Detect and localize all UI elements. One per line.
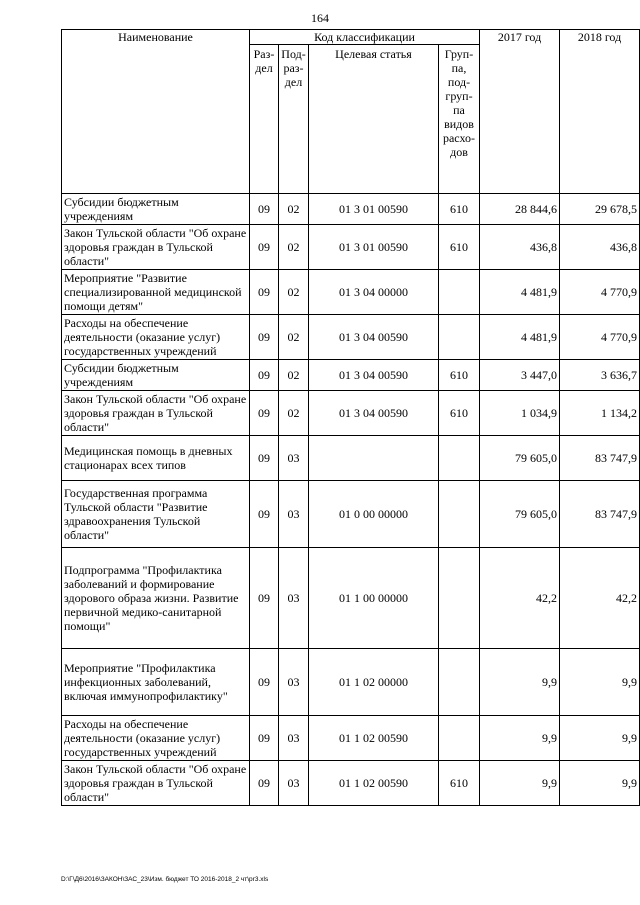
header-classification: Код классификации [250, 30, 480, 45]
row-subsection: 03 [279, 548, 309, 649]
row-value-2017: 42,2 [480, 548, 560, 649]
row-target-article: 01 3 04 00590 [309, 315, 439, 360]
row-value-2018: 1 134,2 [560, 391, 640, 436]
table-header [62, 30, 640, 194]
row-value-2017: 79 605,0 [480, 436, 560, 481]
row-section: 09 [250, 194, 279, 225]
row-target-article: 01 0 00 00000 [309, 481, 439, 548]
table-row [62, 225, 640, 270]
header-2017: 2017 год [480, 30, 560, 194]
row-expense-group: 610 [439, 360, 480, 391]
row-target-article: 01 3 04 00000 [309, 270, 439, 315]
header-target-article: Целевая статья [309, 45, 439, 194]
table-row [62, 716, 640, 761]
row-target-article: 01 3 04 00590 [309, 391, 439, 436]
row-section: 09 [250, 315, 279, 360]
row-value-2017: 3 447,0 [480, 360, 560, 391]
row-value-2018: 3 636,7 [560, 360, 640, 391]
row-target-article [309, 436, 439, 481]
header-section: Раз-дел [250, 45, 279, 194]
row-name: Субсидии бюджетным учреждениям [62, 360, 250, 391]
row-subsection: 02 [279, 194, 309, 225]
row-section: 09 [250, 270, 279, 315]
row-section: 09 [250, 716, 279, 761]
row-value-2018: 9,9 [560, 761, 640, 806]
row-target-article: 01 1 02 00000 [309, 649, 439, 716]
row-name: Субсидии бюджетным учреждениям [62, 194, 250, 225]
row-subsection: 02 [279, 270, 309, 315]
row-expense-group [439, 436, 480, 481]
row-expense-group [439, 649, 480, 716]
row-value-2017: 436,8 [480, 225, 560, 270]
page-number: 164 [311, 11, 329, 25]
row-value-2018: 42,2 [560, 548, 640, 649]
row-value-2018: 4 770,9 [560, 270, 640, 315]
row-target-article: 01 1 02 00590 [309, 716, 439, 761]
table-row [62, 315, 640, 360]
row-section: 09 [250, 649, 279, 716]
row-section: 09 [250, 481, 279, 548]
table-row [62, 194, 640, 225]
row-value-2018: 29 678,5 [560, 194, 640, 225]
table-row [62, 649, 640, 716]
row-name: Мероприятие "Развитие специализированной медицинской помощи детям" [62, 270, 250, 315]
row-section: 09 [250, 391, 279, 436]
row-value-2017: 1 034,9 [480, 391, 560, 436]
row-name: Государственная программа Тульской области "Развитие здравоохранения Тульской области" [62, 481, 250, 548]
row-name: Расходы на обеспечение деятельности (оказание услуг) государственных учреждений [62, 315, 250, 360]
row-value-2017: 4 481,9 [480, 270, 560, 315]
footer-file-path: D:\Г\Д6\2016\ЗАКОН\ЗАС_23\Изм. бюджет ТО 2016-2018_2 чт\pr3.xls [61, 876, 269, 883]
row-section: 09 [250, 436, 279, 481]
row-expense-group: 610 [439, 761, 480, 806]
table-row [62, 481, 640, 548]
row-expense-group [439, 481, 480, 548]
row-subsection: 03 [279, 481, 309, 548]
row-subsection: 02 [279, 360, 309, 391]
row-expense-group [439, 548, 480, 649]
row-name: Закон Тульской области "Об охране здоровья граждан в Тульской области" [62, 761, 250, 806]
row-name: Подпрограмма "Профилактика заболеваний и формирование здорового образа жизни. Развитие первичной медико-санитарной помощи" [62, 548, 250, 649]
row-value-2018: 9,9 [560, 716, 640, 761]
row-section: 09 [250, 548, 279, 649]
header-subsection: Под-раз-дел [279, 45, 309, 194]
row-target-article: 01 3 04 00590 [309, 360, 439, 391]
row-value-2017: 79 605,0 [480, 481, 560, 548]
table-row [62, 360, 640, 391]
row-expense-group: 610 [439, 225, 480, 270]
row-name: Расходы на обеспечение деятельности (оказание услуг) государственных учреждений [62, 716, 250, 761]
row-name: Закон Тульской области "Об охране здоровья граждан в Тульской области" [62, 391, 250, 436]
row-value-2017: 9,9 [480, 716, 560, 761]
row-subsection: 02 [279, 225, 309, 270]
header-2018: 2018 год [560, 30, 640, 194]
budget-table [61, 29, 640, 806]
row-subsection: 03 [279, 716, 309, 761]
row-expense-group [439, 270, 480, 315]
header-name: Наименование [62, 30, 250, 194]
row-target-article: 01 3 01 00590 [309, 225, 439, 270]
table-row [62, 270, 640, 315]
table-row [62, 391, 640, 436]
row-subsection: 02 [279, 315, 309, 360]
row-value-2018: 436,8 [560, 225, 640, 270]
row-value-2018: 83 747,9 [560, 481, 640, 548]
row-expense-group: 610 [439, 194, 480, 225]
row-value-2018: 9,9 [560, 649, 640, 716]
row-name: Мероприятие "Профилактика инфекционных заболеваний, включая иммунопрофилактику" [62, 649, 250, 716]
row-subsection: 02 [279, 391, 309, 436]
row-value-2017: 28 844,6 [480, 194, 560, 225]
row-name: Закон Тульской области "Об охране здоровья граждан в Тульской области" [62, 225, 250, 270]
row-expense-group [439, 315, 480, 360]
row-target-article: 01 1 00 00000 [309, 548, 439, 649]
row-expense-group: 610 [439, 391, 480, 436]
table-body [62, 194, 640, 806]
row-value-2017: 9,9 [480, 761, 560, 806]
row-expense-group [439, 716, 480, 761]
row-subsection: 03 [279, 761, 309, 806]
row-target-article: 01 1 02 00590 [309, 761, 439, 806]
row-subsection: 03 [279, 436, 309, 481]
row-value-2017: 4 481,9 [480, 315, 560, 360]
table-row [62, 548, 640, 649]
table-row [62, 436, 640, 481]
row-name: Медицинская помощь в дневных стационарах всех типов [62, 436, 250, 481]
row-section: 09 [250, 225, 279, 270]
row-value-2018: 83 747,9 [560, 436, 640, 481]
row-value-2017: 9,9 [480, 649, 560, 716]
row-value-2018: 4 770,9 [560, 315, 640, 360]
row-section: 09 [250, 761, 279, 806]
row-target-article: 01 3 01 00590 [309, 194, 439, 225]
row-subsection: 03 [279, 649, 309, 716]
header-expense-group: Груп-па, под-груп-па видов расхо-дов [439, 45, 480, 194]
table-row [62, 761, 640, 806]
row-section: 09 [250, 360, 279, 391]
